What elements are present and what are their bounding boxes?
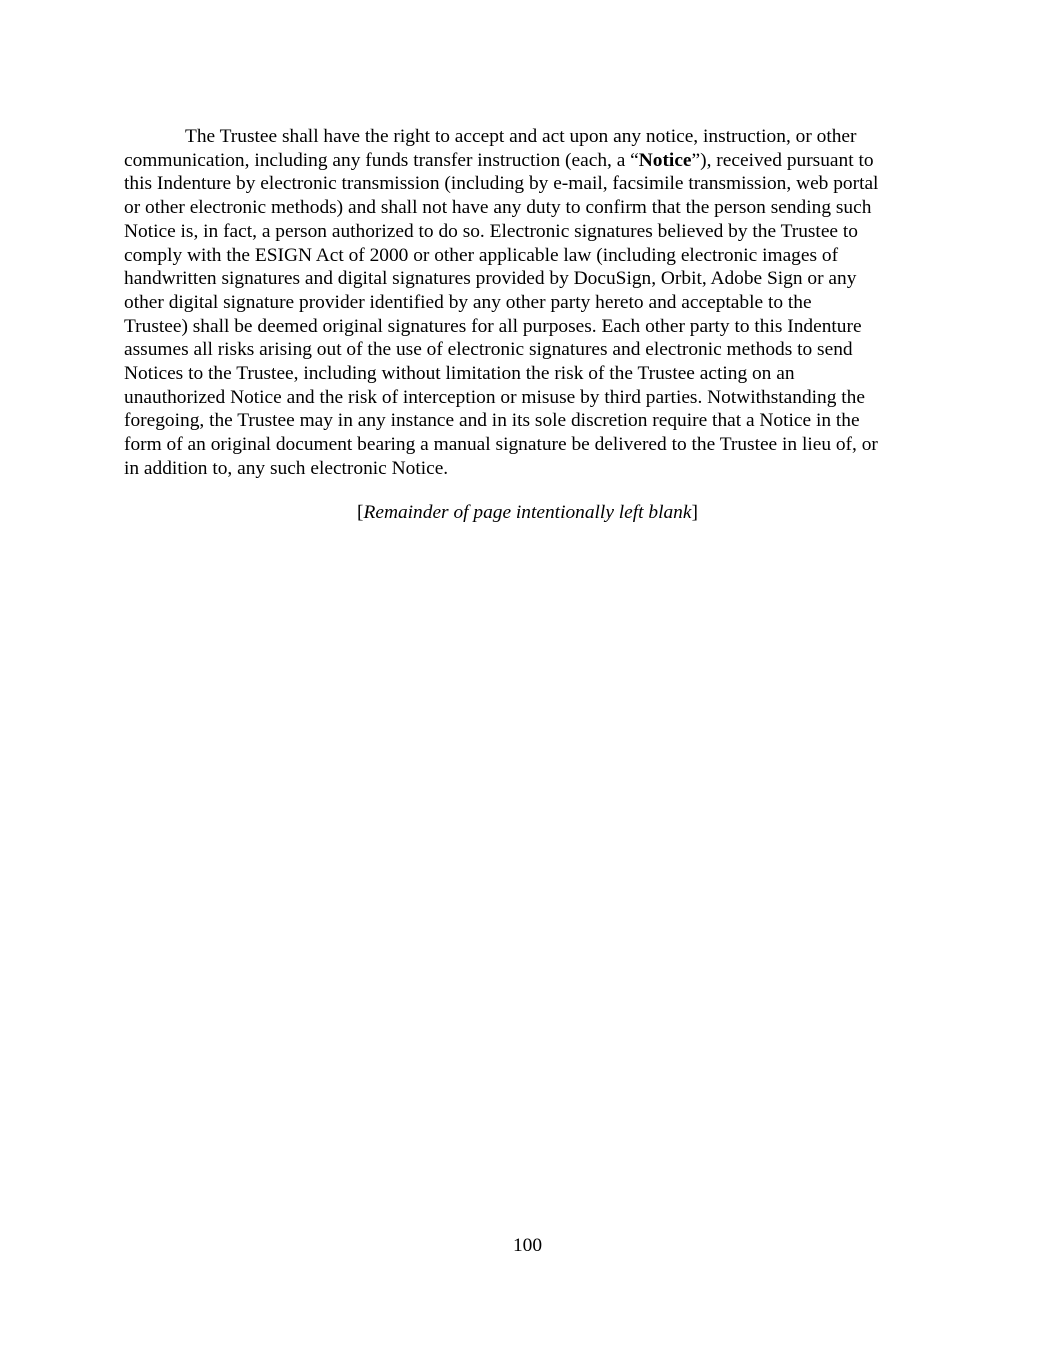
defined-term-notice: Notice [638,149,692,171]
paragraph-line: The Trustee shall have the right to accept and act upon any notice, instruction, or other [185,126,857,147]
paragraph-line: other digital signature provider identified by any other party hereto and acceptable to the [124,291,812,313]
page-number: 100 [512,1235,543,1256]
paragraph-line: form of an original document bearing a manual signature be delivered to the Trustee in lieu of, or [124,434,878,456]
paragraph-line: Trustee) shall be deemed original signatures for all purposes. Each other party to this Indenture [124,315,862,337]
remainder-text: Remainder of page intentionally left blank [363,502,692,523]
paragraph-line: Notices to the Trustee, including without limitation the risk of the Trustee acting on an [124,363,795,385]
line-segment: communication, including any funds transfer instruction (each, a “ [124,149,639,171]
paragraph-line: this Indenture by electronic transmission (including by e-mail, facsimile transmission, web portal [124,173,879,195]
open-bracket: [ [357,502,364,523]
notice-paragraph [124,125,944,481]
paragraph-line: handwritten signatures and digital signatures provided by DocuSign, Orbit, Adobe Sign or any [124,268,857,290]
close-bracket: ] [691,502,698,523]
remainder-blank-note [0,501,1055,525]
paragraph-line: assumes all risks arising out of the use of electronic signatures and electronic methods to send [124,339,853,361]
paragraph-line: or other electronic methods) and shall not have any duty to confirm that the person sending such [124,197,872,219]
paragraph-line: comply with the ESIGN Act of 2000 or other applicable law (including electronic images of [124,244,839,266]
paragraph-line: Notice is, in fact, a person authorized to do so. Electronic signatures believed by the Trustee to [124,220,858,242]
paragraph-line: foregoing, the Trustee may in any instance and in its sole discretion require that a Notice in the [124,410,860,432]
line-segment: ”), received pursuant to [691,149,874,171]
paragraph-line: unauthorized Notice and the risk of interception or misuse by third parties. Notwithstanding the [124,386,865,408]
paragraph-line [124,149,944,173]
paragraph-line: in addition to, any such electronic Notice. [124,457,449,479]
